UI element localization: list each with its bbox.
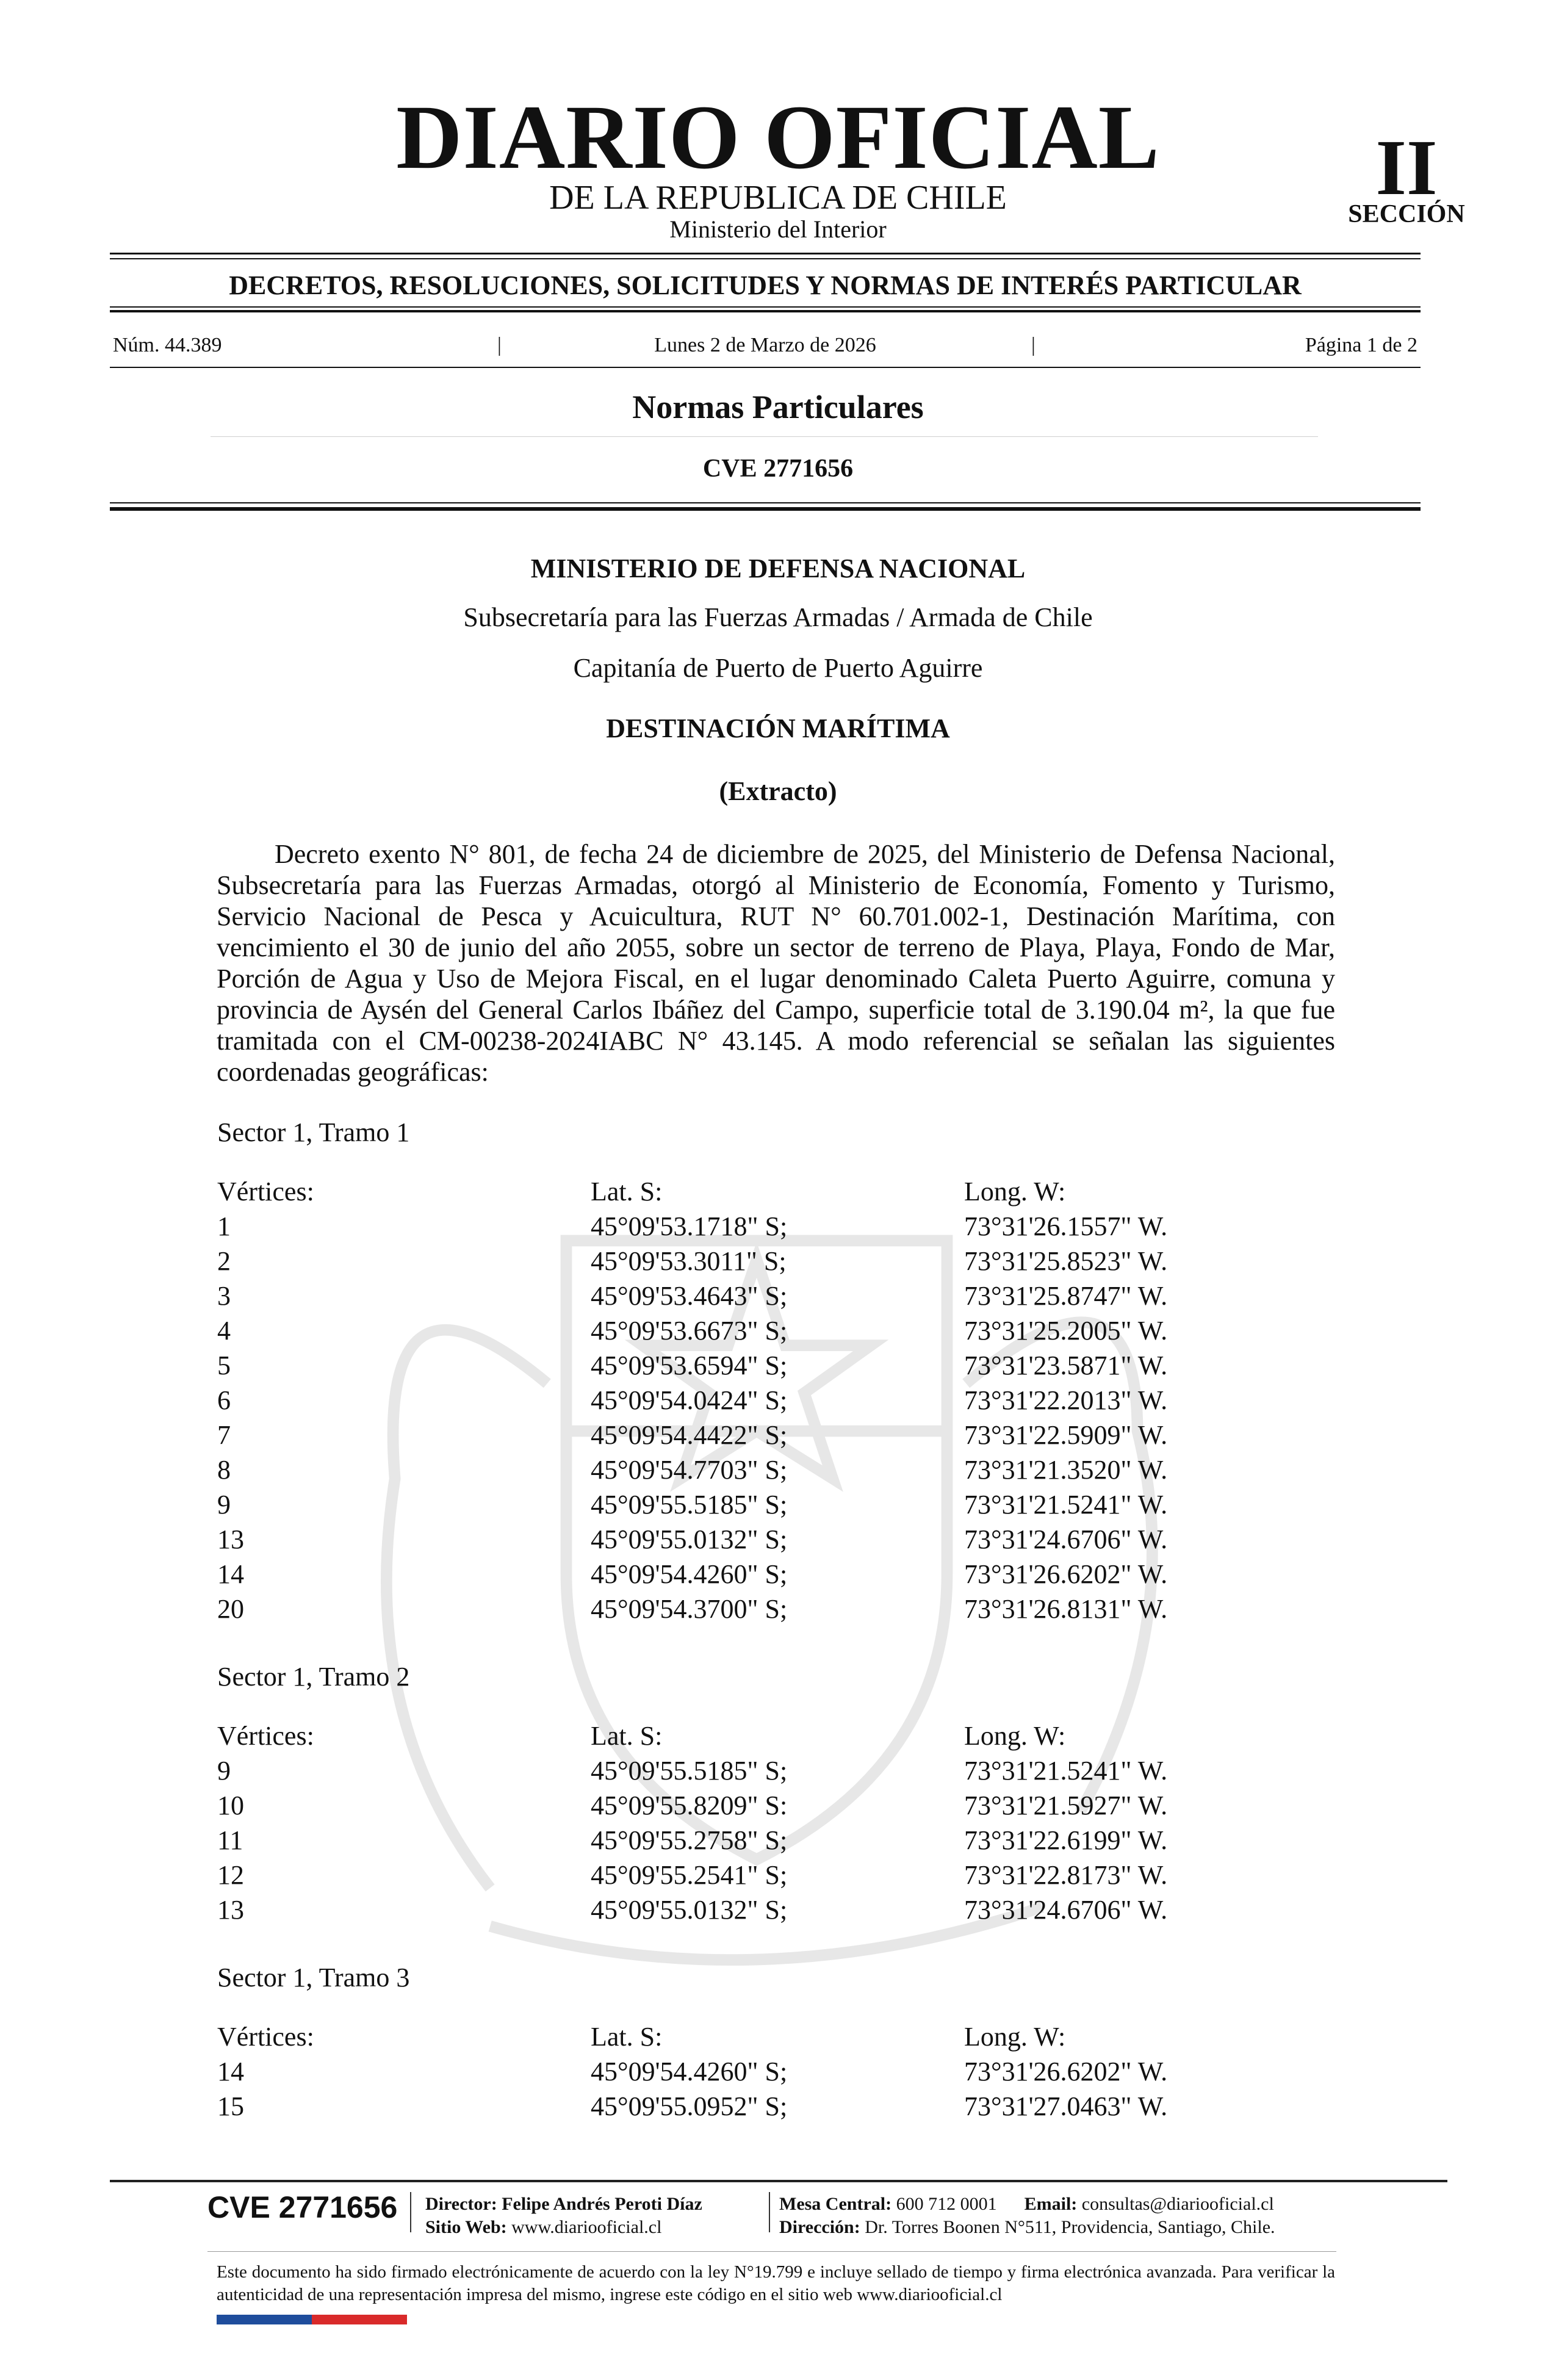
header-rule-top-2	[110, 258, 1421, 259]
footer-contact	[779, 2195, 1274, 2213]
vertex-number: 1	[217, 1211, 231, 1241]
longitude: 73°31'22.8173" W.	[964, 1860, 1168, 1890]
coordinate-row	[0, 1279, 1556, 1313]
coordinate-row	[0, 1383, 1556, 1418]
vertex-number: 13	[217, 1524, 244, 1554]
longitude: 73°31'22.6199" W.	[964, 1825, 1168, 1855]
longitude: 73°31'21.3520" W.	[964, 1455, 1168, 1485]
latitude: 45°09'55.0132" S;	[591, 1895, 788, 1925]
footer-rule	[110, 2180, 1447, 2182]
cve-rule-2	[110, 507, 1421, 511]
latitude: 45°09'54.7703" S;	[591, 1455, 788, 1485]
longitude: 73°31'24.6706" W.	[964, 1524, 1168, 1554]
longitude: 73°31'26.6202" W.	[964, 2057, 1168, 2086]
vertex-number: 9	[217, 1490, 231, 1520]
subsecretaria-line: Subsecretaría para las Fuerzas Armadas / Armada de Chile	[463, 602, 1093, 632]
latitude: 45°09'55.5185" S;	[591, 1756, 788, 1786]
longitude: 73°31'21.5241" W.	[964, 1490, 1168, 1520]
coordinate-header-row	[0, 2020, 1556, 2054]
email-link[interactable]: consultas@diariooficial.cl	[1081, 2194, 1274, 2214]
footer-website	[425, 2218, 661, 2237]
latitude: 45°09'55.0132" S;	[591, 1524, 788, 1554]
longitude: 73°31'22.2013" W.	[964, 1385, 1168, 1415]
latitude: 45°09'55.8209" S:	[591, 1790, 788, 1820]
issue-number: Núm. 44.389	[113, 334, 222, 356]
vertex-number: 3	[217, 1281, 231, 1311]
footer-director	[425, 2195, 702, 2213]
longitude: 73°31'25.8523" W.	[964, 1246, 1168, 1276]
latitude: 45°09'53.6594" S;	[591, 1350, 788, 1380]
section-label: SECCIÓN	[1348, 200, 1465, 228]
footer-thin-rule	[207, 2251, 1336, 2252]
vertex-number: 10	[217, 1790, 244, 1820]
vertex-number: 4	[217, 1316, 231, 1346]
page-indicator: Página 1 de 2	[1305, 334, 1417, 356]
latitude: 45°09'55.2758" S;	[591, 1825, 788, 1855]
info-rule	[110, 367, 1421, 368]
longitude: 73°31'25.2005" W.	[964, 1316, 1168, 1346]
address-text: Dr. Torres Boonen N°511, Providencia, Santiago, Chile.	[865, 2217, 1275, 2237]
address-label: Dirección:	[779, 2217, 860, 2237]
coordinate-row	[0, 1314, 1556, 1348]
vertices-header: Vértices:	[217, 2022, 314, 2052]
coordinate-row	[0, 1858, 1556, 1892]
header-rule-top	[110, 253, 1421, 254]
info-separator: |	[1031, 334, 1036, 356]
footer-cve-code: CVE 2771656	[207, 2190, 398, 2224]
cve-code: CVE 2771656	[702, 455, 854, 483]
masthead-ministry: Ministerio del Interior	[669, 215, 887, 243]
vertex-number: 20	[217, 1594, 244, 1624]
longitude: 73°31'22.5909" W.	[964, 1420, 1168, 1450]
long-header: Long. W:	[964, 2022, 1066, 2052]
coordinate-row	[0, 1523, 1556, 1557]
longitude: 73°31'26.1557" W.	[964, 1211, 1168, 1241]
vertex-number: 8	[217, 1455, 231, 1485]
mesa-phone: 600 712 0001	[896, 2194, 997, 2214]
coordinate-header-row	[0, 1719, 1556, 1753]
website-link[interactable]: www.diariooficial.cl	[511, 2217, 662, 2237]
info-separator: |	[497, 334, 502, 356]
vertex-number: 14	[217, 2057, 244, 2086]
capitania-line: Capitanía de Puerto de Puerto Aguirre	[573, 653, 983, 683]
latitude: 45°09'53.1718" S;	[591, 1211, 788, 1241]
tramo-1-title: Sector 1, Tramo 1	[217, 1117, 410, 1147]
longitude: 73°31'21.5927" W.	[964, 1790, 1168, 1820]
section-title-rule	[211, 436, 1318, 437]
vertex-number: 5	[217, 1350, 231, 1380]
lat-header: Lat. S:	[591, 2022, 663, 2052]
coordinate-row	[0, 1244, 1556, 1278]
vertices-header: Vértices:	[217, 1177, 314, 1206]
coordinate-row	[0, 1893, 1556, 1927]
tramo-3-title: Sector 1, Tramo 3	[217, 1963, 410, 1992]
latitude: 45°09'54.0424" S;	[591, 1385, 788, 1415]
latitude: 45°09'54.4260" S;	[591, 2057, 788, 2086]
section-title: Normas Particulares	[632, 389, 924, 425]
director-label: Director:	[425, 2194, 497, 2214]
footer-legal-note: Este documento ha sido firmado electrónicamente de acuerdo con la ley N°19.799 e incluye sellado de tiempo y firma electrónica avanzada. Para verificar la autenticidad de una representación impresa del mismo, ingrese este código en el sitio web www.diariooficial.cl	[217, 2262, 1335, 2304]
long-header: Long. W:	[964, 1177, 1066, 1206]
longitude: 73°31'23.5871" W.	[964, 1350, 1168, 1380]
coordinate-row	[0, 1789, 1556, 1823]
footer-divider	[769, 2192, 770, 2232]
coordinate-row	[0, 1488, 1556, 1522]
latitude: 45°09'54.3700" S;	[591, 1594, 788, 1624]
category-banner: DECRETOS, RESOLUCIONES, SOLICITUDES Y NORMAS DE INTERÉS PARTICULAR	[229, 270, 1302, 300]
document-title: DESTINACIÓN MARÍTIMA	[606, 713, 950, 743]
coordinate-row	[0, 1453, 1556, 1487]
coordinate-row	[0, 1418, 1556, 1452]
mesa-label: Mesa Central:	[779, 2194, 892, 2214]
banner-rule-1	[110, 306, 1421, 308]
latitude: 45°09'55.0952" S;	[591, 2091, 788, 2121]
latitude: 45°09'54.4260" S;	[591, 1559, 788, 1589]
vertex-number: 12	[217, 1860, 244, 1890]
latitude: 45°09'54.4422" S;	[591, 1420, 788, 1450]
vertex-number: 13	[217, 1895, 244, 1925]
long-header: Long. W:	[964, 1721, 1066, 1751]
tramo-2-title: Sector 1, Tramo 2	[217, 1662, 410, 1692]
longitude: 73°31'25.8747" W.	[964, 1281, 1168, 1311]
coordinate-row	[0, 1823, 1556, 1858]
decree-paragraph: Decreto exento N° 801, de fecha 24 de diciembre de 2025, del Ministerio de Defensa Nacional, Subsecretaría para las Fuerzas Armadas, otorgó al Ministerio de Economía, Fomento y Turismo, Servicio Nacional de Pesca y Acuicultura, RUT N° 60.701.002-1, Destinación Marítima, con vencimiento el 30 de junio del año 2055, sobre un sector de terreno de Playa, Playa, Fondo de Mar, Porción de Agua y Uso de Mejora Fiscal, en el lugar denominado Caleta Puerto Aguirre, comuna y provincia de Aysén del General Carlos Ibáñez del Campo, superficie total de 3.190.04 m², la que fue tramitada con el CM-00238-2024IABC N° 43.145. A modo referencial se señalan las siguientes coordenadas geográficas:	[217, 839, 1335, 1087]
footer-address	[779, 2218, 1275, 2237]
director-name: Felipe Andrés Peroti Díaz	[502, 2194, 702, 2214]
vertex-number: 6	[217, 1385, 231, 1415]
coordinate-row	[0, 1210, 1556, 1244]
section-number: II	[1375, 124, 1438, 212]
longitude: 73°31'24.6706" W.	[964, 1895, 1168, 1925]
vertex-number: 7	[217, 1420, 231, 1450]
coordinate-row	[0, 1557, 1556, 1592]
coordinate-row	[0, 1754, 1556, 1788]
vertices-header: Vértices:	[217, 1721, 314, 1751]
vertex-number: 11	[217, 1825, 243, 1855]
ministry-heading: MINISTERIO DE DEFENSA NACIONAL	[530, 554, 1026, 583]
latitude: 45°09'55.2541" S;	[591, 1860, 788, 1890]
vertex-number: 2	[217, 1246, 231, 1276]
masthead-title: DIARIO OFICIAL	[396, 87, 1160, 188]
coordinate-row	[0, 1592, 1556, 1626]
issue-date: Lunes 2 de Marzo de 2026	[654, 334, 876, 356]
coordinate-row	[0, 1349, 1556, 1383]
website-label: Sitio Web:	[425, 2217, 507, 2237]
latitude: 45°09'55.5185" S;	[591, 1490, 788, 1520]
lat-header: Lat. S:	[591, 1721, 663, 1751]
latitude: 45°09'53.6673" S;	[591, 1316, 788, 1346]
coordinate-header-row	[0, 1175, 1556, 1209]
vertex-number: 14	[217, 1559, 244, 1589]
cve-rule-1	[110, 502, 1421, 503]
coordinate-row	[0, 2090, 1556, 2124]
lat-header: Lat. S:	[591, 1177, 663, 1206]
email-label: Email:	[1024, 2194, 1078, 2214]
masthead-subtitle: DE LA REPUBLICA DE CHILE	[549, 179, 1007, 217]
latitude: 45°09'53.4643" S;	[591, 1281, 788, 1311]
vertex-number: 15	[217, 2091, 244, 2121]
flag-stripe-blue	[217, 2315, 312, 2324]
coordinate-row	[0, 2055, 1556, 2089]
vertex-number: 9	[217, 1756, 231, 1786]
longitude: 73°31'26.8131" W.	[964, 1594, 1168, 1624]
flag-stripe-red	[312, 2315, 407, 2324]
longitude: 73°31'21.5241" W.	[964, 1756, 1168, 1786]
longitude: 73°31'26.6202" W.	[964, 1559, 1168, 1589]
banner-rule-2	[110, 310, 1421, 312]
footer-divider	[410, 2192, 411, 2232]
document-subtitle: (Extracto)	[719, 776, 837, 806]
longitude: 73°31'27.0463" W.	[964, 2091, 1168, 2121]
latitude: 45°09'53.3011" S;	[591, 1246, 787, 1276]
